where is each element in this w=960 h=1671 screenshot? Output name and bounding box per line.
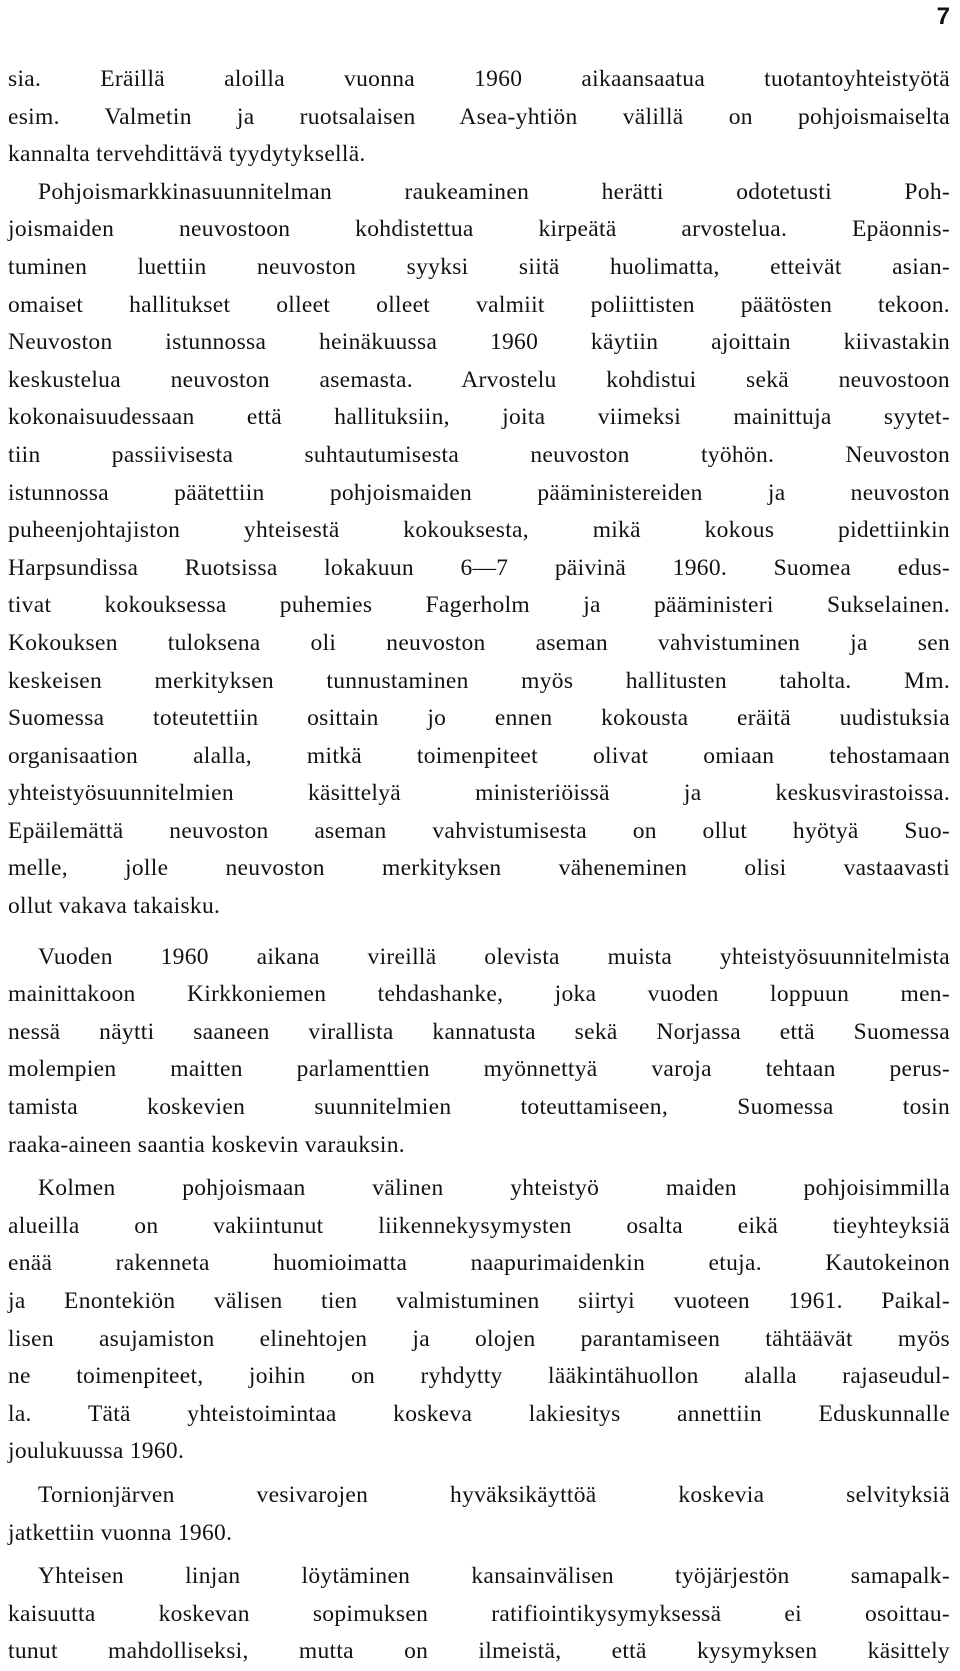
text-line: istunnossa päätettiin pohjoismaiden pääministereiden ja neuvoston: [8, 479, 950, 506]
text-line: keskeisen merkityksen tunnustaminen myös hallitusten taholta. Mm.: [8, 667, 950, 694]
text-line: ollut vakava takaisku.: [8, 893, 221, 920]
paragraph-4: [8, 1170, 950, 1471]
text-line: Kolmen pohjoismaan välinen yhteistyö maiden pohjoisimmilla: [38, 1175, 950, 1202]
text-line: ne toimenpiteet, joihin on ryhdytty lääkintähuollon alalla rajaseudul-: [8, 1363, 950, 1390]
text-line: tamista koskevien suunnitelmien toteuttamiseen, Suomessa tosin: [8, 1094, 950, 1121]
text-line: ja Enontekiön välisen tien valmistuminen siirtyi vuoteen 1961. Paikal-: [8, 1288, 950, 1314]
text-line: melle, jolle neuvoston merkityksen väheneminen olisi vastaavasti: [8, 855, 950, 882]
text-line: Epäilemättä neuvoston aseman vahvistumisesta on ollut hyötyä Suo-: [8, 817, 950, 844]
text-line: kannalta tervehdittävä tyydytyksellä.: [8, 141, 366, 168]
text-line: Neuvoston istunnossa heinäkuussa 1960 käytiin ajoittain kiivastakin: [8, 329, 950, 356]
text-line: esim. Valmetin ja ruotsalaisen Asea-yhtiön välillä on pohjoismaiselta: [8, 103, 950, 130]
text-line: nessä näytti saaneen virallista kannatusta sekä Norjassa että Suomessa: [8, 1018, 950, 1045]
text-line: Vuoden 1960 aikana vireillä olevista muista yhteistyösuunnitelmista: [38, 943, 950, 970]
text-line: la. Tätä yhteistoimintaa koskeva lakiesitys annettiin Eduskunnalle: [8, 1400, 950, 1427]
text-line: raaka-aineen saantia koskevin varauksin.: [8, 1131, 405, 1158]
text-line: Yhteisen linjan löytäminen kansainvälisen työjärjestön samapalk-: [38, 1563, 950, 1590]
text-line: puheenjohtajiston yhteisestä kokouksesta, mikä kokous pidettiinkin: [8, 517, 950, 544]
text-line: organisaation alalla, mitkä toimenpiteet olivat omiaan tehostamaan: [8, 742, 950, 769]
text-line: molempien maitten parlamenttien myönnettyä varoja tehtaan perus-: [8, 1056, 950, 1083]
text-line: mainittakoon Kirkkoniemen tehdashanke, joka vuoden loppuun men-: [8, 981, 950, 1008]
text-line: sia. Eräillä aloilla vuonna 1960 aikaansaatua tuotantoyhteistyötä: [8, 66, 950, 92]
paragraph-2: [8, 174, 950, 926]
text-line: yhteistyösuunnitelmien käsittelyä ministeriöissä ja keskusvirastoissa.: [8, 780, 950, 807]
text-line: tiin passiivisesta suhtautumisesta neuvoston työhön. Neuvoston: [8, 441, 950, 468]
text-line: Pohjoismarkkinasuunnitelman raukeaminen herätti odotetusti Poh-: [38, 178, 950, 205]
text-line: Suomessa toteutettiin osittain jo ennen kokousta eräitä uudistuksia: [8, 705, 950, 732]
text-line: tunut mahdolliseksi, mutta on ilmeistä, että kysymyksen käsittely: [8, 1638, 950, 1665]
text-line: Kokouksen tuloksena oli neuvoston aseman vahvistuminen ja sen: [8, 629, 950, 656]
text-line: Harpsundissa Ruotsissa lokakuun 6—7 päivinä 1960. Suomea edus-: [8, 554, 950, 581]
paragraph-6: [8, 1558, 950, 1671]
paragraph-5: [8, 1477, 950, 1552]
text-line: Tornionjärven vesivarojen hyväksikäyttöä koskevia selvityksiä: [38, 1481, 950, 1508]
paragraph-1: [8, 61, 950, 174]
text-line: alueilla on vakiintunut liikennekysymysten osalta eikä tieyhteyksiä: [8, 1212, 950, 1239]
text-line: joismaiden neuvostoon kohdistettua kirpeätä arvostelua. Epäonnis-: [8, 216, 950, 243]
text-line: omaiset hallitukset olleet olleet valmiit poliittisten päätösten tekoon.: [8, 291, 950, 318]
text-line: jatkettiin vuonna 1960.: [8, 1519, 233, 1546]
document-body: [8, 61, 950, 1671]
text-line: joulukuussa 1960.: [8, 1438, 185, 1465]
text-line: kokonaisuudessaan että hallituksiin, joita viimeksi mainittuja syytet-: [8, 404, 950, 431]
text-line: lisen asujamiston elinehtojen ja olojen parantamiseen tähtäävät myös: [8, 1325, 950, 1352]
text-line: kaisuutta koskevan sopimuksen ratifiointikysymyksessä ei osoittau-: [8, 1600, 950, 1627]
text-line: tuminen luettiin neuvoston syyksi siitä huolimatta, etteivät asian-: [8, 253, 950, 280]
paragraph-3: [8, 939, 950, 1165]
text-line: tivat kokouksessa puhemies Fagerholm ja pääministeri Sukselainen.: [8, 592, 950, 619]
page-number: 7: [936, 3, 950, 30]
text-line: keskustelua neuvoston asemasta. Arvostelu kohdistui sekä neuvostoon: [8, 366, 950, 393]
text-line: enää rakenneta huomioimatta naapurimaidenkin etuja. Kautokeinon: [8, 1250, 950, 1277]
